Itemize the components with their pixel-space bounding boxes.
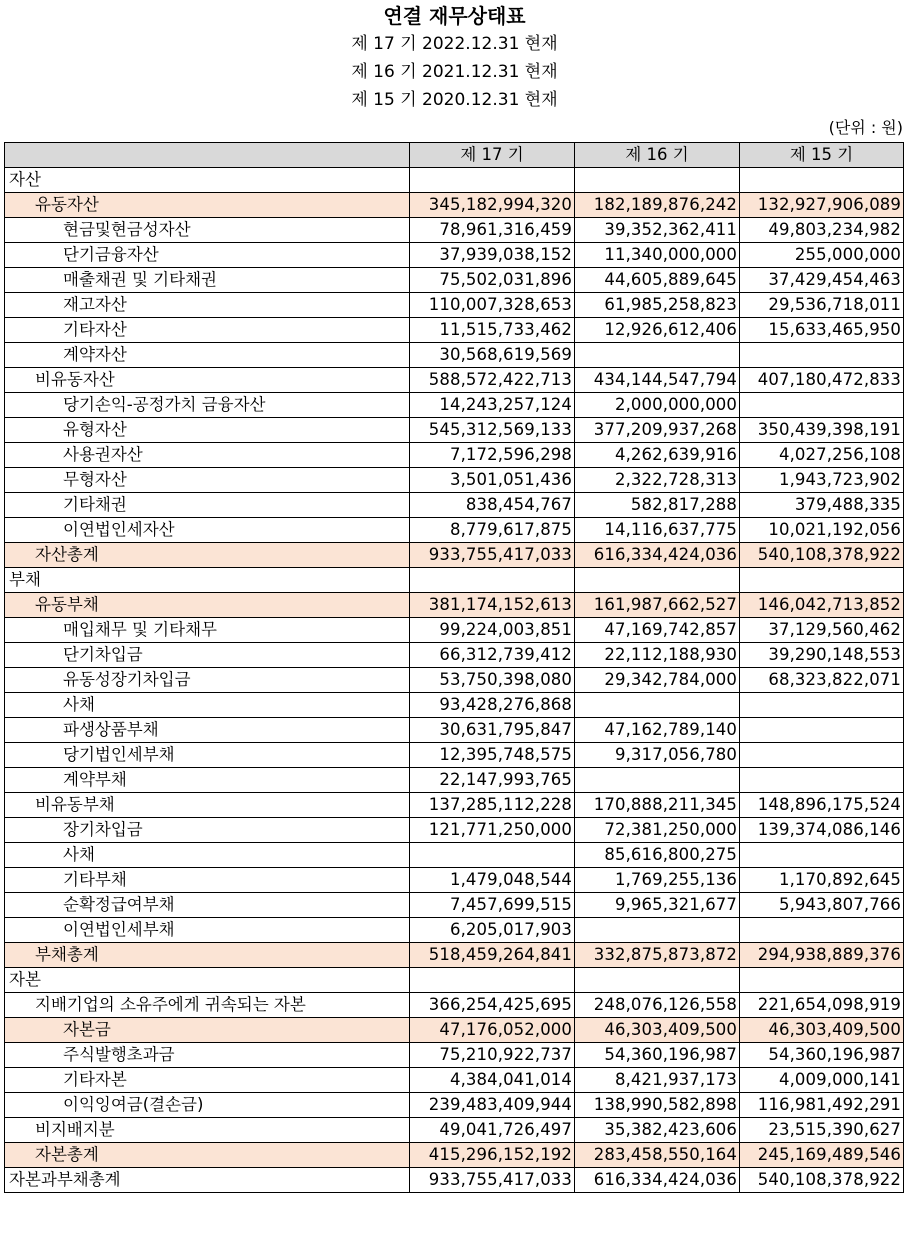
- amount-cell: 7,172,596,298: [410, 443, 575, 468]
- account-label: 부채: [5, 568, 410, 593]
- amount-cell: 345,182,994,320: [410, 193, 575, 218]
- amount-cell: 377,209,937,268: [575, 418, 740, 443]
- account-label: 유형자산: [5, 418, 410, 443]
- amount-cell: 170,888,211,345: [575, 793, 740, 818]
- amount-cell: 15,633,465,950: [740, 318, 904, 343]
- amount-cell: [740, 568, 904, 593]
- account-label: 지배기업의 소유주에게 귀속되는 자본: [5, 993, 410, 1018]
- amount-cell: 30,631,795,847: [410, 718, 575, 743]
- table-row: [5, 643, 904, 668]
- amount-cell: 350,439,398,191: [740, 418, 904, 443]
- amount-cell: [740, 968, 904, 993]
- period-line-3: 제 15 기 2020.12.31 현재: [351, 90, 558, 110]
- amount-cell: 1,769,255,136: [575, 868, 740, 893]
- amount-cell: 14,116,637,775: [575, 518, 740, 543]
- amount-cell: [740, 693, 904, 718]
- amount-cell: 116,981,492,291: [740, 1093, 904, 1118]
- amount-cell: [740, 168, 904, 193]
- account-label: 유동자산: [5, 193, 410, 218]
- amount-cell: 1,943,723,902: [740, 468, 904, 493]
- amount-cell: 366,254,425,695: [410, 993, 575, 1018]
- amount-cell: 2,322,728,313: [575, 468, 740, 493]
- amount-cell: 379,488,335: [740, 493, 904, 518]
- table-row: [5, 618, 904, 643]
- amount-cell: 7,457,699,515: [410, 893, 575, 918]
- amount-cell: [740, 843, 904, 868]
- table-row: [5, 1018, 904, 1043]
- amount-cell: [575, 918, 740, 943]
- amount-cell: 35,382,423,606: [575, 1118, 740, 1143]
- account-label: 파생상품부채: [5, 718, 410, 743]
- amount-cell: 39,352,362,411: [575, 218, 740, 243]
- amount-cell: 68,323,822,071: [740, 668, 904, 693]
- amount-cell: 182,189,876,242: [575, 193, 740, 218]
- table-row: [5, 818, 904, 843]
- amount-cell: 294,938,889,376: [740, 943, 904, 968]
- account-label: 단기차입금: [5, 643, 410, 668]
- table-row: [5, 593, 904, 618]
- amount-cell: 582,817,288: [575, 493, 740, 518]
- amount-cell: [575, 568, 740, 593]
- amount-cell: [575, 168, 740, 193]
- amount-cell: 138,990,582,898: [575, 1093, 740, 1118]
- table-row: [5, 343, 904, 368]
- account-label: 기타자본: [5, 1068, 410, 1093]
- account-label: 계약부채: [5, 768, 410, 793]
- table-row: [5, 393, 904, 418]
- amount-cell: 49,041,726,497: [410, 1118, 575, 1143]
- account-label: 유동부채: [5, 593, 410, 618]
- amount-cell: [740, 918, 904, 943]
- account-label: 기타부채: [5, 868, 410, 893]
- amount-cell: 137,285,112,228: [410, 793, 575, 818]
- amount-cell: [410, 568, 575, 593]
- account-label: 주식발행초과금: [5, 1043, 410, 1068]
- amount-cell: 72,381,250,000: [575, 818, 740, 843]
- amount-cell: [410, 168, 575, 193]
- header-period-16: 제 16 기: [575, 143, 740, 168]
- table-row: [5, 468, 904, 493]
- amount-cell: 3,501,051,436: [410, 468, 575, 493]
- header-account: [5, 143, 410, 168]
- table-row: [5, 968, 904, 993]
- amount-cell: [575, 768, 740, 793]
- amount-cell: 616,334,424,036: [575, 1168, 740, 1193]
- amount-cell: 46,303,409,500: [575, 1018, 740, 1043]
- amount-cell: [410, 968, 575, 993]
- amount-cell: 11,515,733,462: [410, 318, 575, 343]
- amount-cell: 78,961,316,459: [410, 218, 575, 243]
- amount-cell: 518,459,264,841: [410, 943, 575, 968]
- amount-cell: 44,605,889,645: [575, 268, 740, 293]
- account-label: 비유동자산: [5, 368, 410, 393]
- amount-cell: 29,342,784,000: [575, 668, 740, 693]
- amount-cell: 6,205,017,903: [410, 918, 575, 943]
- account-label: 매출채권 및 기타채권: [5, 268, 410, 293]
- amount-cell: 8,421,937,173: [575, 1068, 740, 1093]
- account-label: 자산: [5, 168, 410, 193]
- amount-cell: 12,926,612,406: [575, 318, 740, 343]
- account-label: 사용권자산: [5, 443, 410, 468]
- amount-cell: 255,000,000: [740, 243, 904, 268]
- amount-cell: 75,210,922,737: [410, 1043, 575, 1068]
- amount-cell: 381,174,152,613: [410, 593, 575, 618]
- amount-cell: 283,458,550,164: [575, 1143, 740, 1168]
- table-row: [5, 1043, 904, 1068]
- account-label: 이익잉여금(결손금): [5, 1093, 410, 1118]
- account-label: 계약자산: [5, 343, 410, 368]
- account-label: 자본: [5, 968, 410, 993]
- header-period-17: 제 17 기: [410, 143, 575, 168]
- amount-cell: [410, 843, 575, 868]
- account-label: 자본과부채총계: [5, 1168, 410, 1193]
- table-row: [5, 718, 904, 743]
- table-row: [5, 918, 904, 943]
- amount-cell: 22,147,993,765: [410, 768, 575, 793]
- amount-cell: 434,144,547,794: [575, 368, 740, 393]
- table-row: [5, 418, 904, 443]
- table-row: [5, 868, 904, 893]
- amount-cell: 30,568,619,569: [410, 343, 575, 368]
- amount-cell: 139,374,086,146: [740, 818, 904, 843]
- amount-cell: 54,360,196,987: [740, 1043, 904, 1068]
- period-line-2: 제 16 기 2021.12.31 현재: [351, 62, 558, 82]
- amount-cell: 838,454,767: [410, 493, 575, 518]
- table-row: [5, 668, 904, 693]
- amount-cell: 61,985,258,823: [575, 293, 740, 318]
- account-label: 이연법인세자산: [5, 518, 410, 543]
- amount-cell: 47,162,789,140: [575, 718, 740, 743]
- account-label: 자본총계: [5, 1143, 410, 1168]
- account-label: 비유동부채: [5, 793, 410, 818]
- statement-title: 연결 재무상태표: [383, 4, 526, 28]
- table-row: [5, 543, 904, 568]
- table-row: [5, 768, 904, 793]
- table-row: [5, 743, 904, 768]
- amount-cell: 23,515,390,627: [740, 1118, 904, 1143]
- table-row: [5, 1168, 904, 1193]
- amount-cell: 132,927,906,089: [740, 193, 904, 218]
- amount-cell: 46,303,409,500: [740, 1018, 904, 1043]
- table-row: [5, 1068, 904, 1093]
- amount-cell: 933,755,417,033: [410, 543, 575, 568]
- amount-cell: [575, 343, 740, 368]
- amount-cell: [575, 968, 740, 993]
- table-row: [5, 993, 904, 1018]
- amount-cell: 1,479,048,544: [410, 868, 575, 893]
- table-row: [5, 318, 904, 343]
- amount-cell: 4,262,639,916: [575, 443, 740, 468]
- amount-cell: 407,180,472,833: [740, 368, 904, 393]
- amount-cell: 49,803,234,982: [740, 218, 904, 243]
- amount-cell: [740, 718, 904, 743]
- amount-cell: [575, 693, 740, 718]
- amount-cell: 9,965,321,677: [575, 893, 740, 918]
- amount-cell: 540,108,378,922: [740, 543, 904, 568]
- table-row: [5, 943, 904, 968]
- account-label: 순확정급여부채: [5, 893, 410, 918]
- table-row: [5, 843, 904, 868]
- amount-cell: 11,340,000,000: [575, 243, 740, 268]
- account-label: 재고자산: [5, 293, 410, 318]
- amount-cell: [740, 743, 904, 768]
- amount-cell: 37,129,560,462: [740, 618, 904, 643]
- amount-cell: 12,395,748,575: [410, 743, 575, 768]
- amount-cell: 9,317,056,780: [575, 743, 740, 768]
- amount-cell: 47,169,742,857: [575, 618, 740, 643]
- amount-cell: 85,616,800,275: [575, 843, 740, 868]
- amount-cell: 37,939,038,152: [410, 243, 575, 268]
- account-label: 기타자산: [5, 318, 410, 343]
- table-row: [5, 1093, 904, 1118]
- amount-cell: 933,755,417,033: [410, 1168, 575, 1193]
- amount-cell: 110,007,328,653: [410, 293, 575, 318]
- table-row: [5, 1118, 904, 1143]
- table-row: [5, 193, 904, 218]
- amount-cell: 616,334,424,036: [575, 543, 740, 568]
- balance-sheet-table: [4, 142, 904, 1193]
- account-label: 유동성장기차입금: [5, 668, 410, 693]
- table-row: [5, 693, 904, 718]
- account-label: 당기손익-공정가치 금융자산: [5, 393, 410, 418]
- amount-cell: 415,296,152,192: [410, 1143, 575, 1168]
- amount-cell: 29,536,718,011: [740, 293, 904, 318]
- amount-cell: 39,290,148,553: [740, 643, 904, 668]
- table-row: [5, 168, 904, 193]
- account-label: 기타채권: [5, 493, 410, 518]
- unit-label: (단위 : 원): [828, 118, 903, 137]
- table-row: [5, 243, 904, 268]
- amount-cell: 5,943,807,766: [740, 893, 904, 918]
- table-row: [5, 293, 904, 318]
- amount-cell: 239,483,409,944: [410, 1093, 575, 1118]
- amount-cell: 332,875,873,872: [575, 943, 740, 968]
- amount-cell: [740, 343, 904, 368]
- table-row: [5, 893, 904, 918]
- period-line-1: 제 17 기 2022.12.31 현재: [351, 34, 558, 54]
- amount-cell: 588,572,422,713: [410, 368, 575, 393]
- amount-cell: 8,779,617,875: [410, 518, 575, 543]
- amount-cell: [740, 393, 904, 418]
- account-label: 이연법인세부채: [5, 918, 410, 943]
- account-label: 비지배지분: [5, 1118, 410, 1143]
- amount-cell: 146,042,713,852: [740, 593, 904, 618]
- table-row: [5, 518, 904, 543]
- amount-cell: 4,009,000,141: [740, 1068, 904, 1093]
- table-row: [5, 443, 904, 468]
- amount-cell: 53,750,398,080: [410, 668, 575, 693]
- table-row: [5, 493, 904, 518]
- amount-cell: 161,987,662,527: [575, 593, 740, 618]
- amount-cell: 4,027,256,108: [740, 443, 904, 468]
- amount-cell: 248,076,126,558: [575, 993, 740, 1018]
- account-label: 부채총계: [5, 943, 410, 968]
- amount-cell: 121,771,250,000: [410, 818, 575, 843]
- amount-cell: 4,384,041,014: [410, 1068, 575, 1093]
- table-row: [5, 368, 904, 393]
- account-label: 자본금: [5, 1018, 410, 1043]
- table-row: [5, 1143, 904, 1168]
- header-row: [5, 143, 904, 168]
- amount-cell: 66,312,739,412: [410, 643, 575, 668]
- amount-cell: 93,428,276,868: [410, 693, 575, 718]
- amount-cell: 99,224,003,851: [410, 618, 575, 643]
- amount-cell: 221,654,098,919: [740, 993, 904, 1018]
- amount-cell: 148,896,175,524: [740, 793, 904, 818]
- account-label: 사채: [5, 693, 410, 718]
- account-label: 장기차입금: [5, 818, 410, 843]
- table-row: [5, 268, 904, 293]
- amount-cell: [740, 768, 904, 793]
- amount-cell: 540,108,378,922: [740, 1168, 904, 1193]
- amount-cell: 245,169,489,546: [740, 1143, 904, 1168]
- amount-cell: 1,170,892,645: [740, 868, 904, 893]
- table-row: [5, 218, 904, 243]
- account-label: 자산총계: [5, 543, 410, 568]
- account-label: 사채: [5, 843, 410, 868]
- amount-cell: 37,429,454,463: [740, 268, 904, 293]
- amount-cell: 2,000,000,000: [575, 393, 740, 418]
- account-label: 단기금융자산: [5, 243, 410, 268]
- amount-cell: 14,243,257,124: [410, 393, 575, 418]
- amount-cell: 75,502,031,896: [410, 268, 575, 293]
- header-period-15: 제 15 기: [740, 143, 904, 168]
- amount-cell: 545,312,569,133: [410, 418, 575, 443]
- account-label: 매입채무 및 기타채무: [5, 618, 410, 643]
- amount-cell: 47,176,052,000: [410, 1018, 575, 1043]
- table-row: [5, 793, 904, 818]
- account-label: 현금및현금성자산: [5, 218, 410, 243]
- table-row: [5, 568, 904, 593]
- amount-cell: 54,360,196,987: [575, 1043, 740, 1068]
- account-label: 무형자산: [5, 468, 410, 493]
- amount-cell: 22,112,188,930: [575, 643, 740, 668]
- account-label: 당기법인세부채: [5, 743, 410, 768]
- amount-cell: 10,021,192,056: [740, 518, 904, 543]
